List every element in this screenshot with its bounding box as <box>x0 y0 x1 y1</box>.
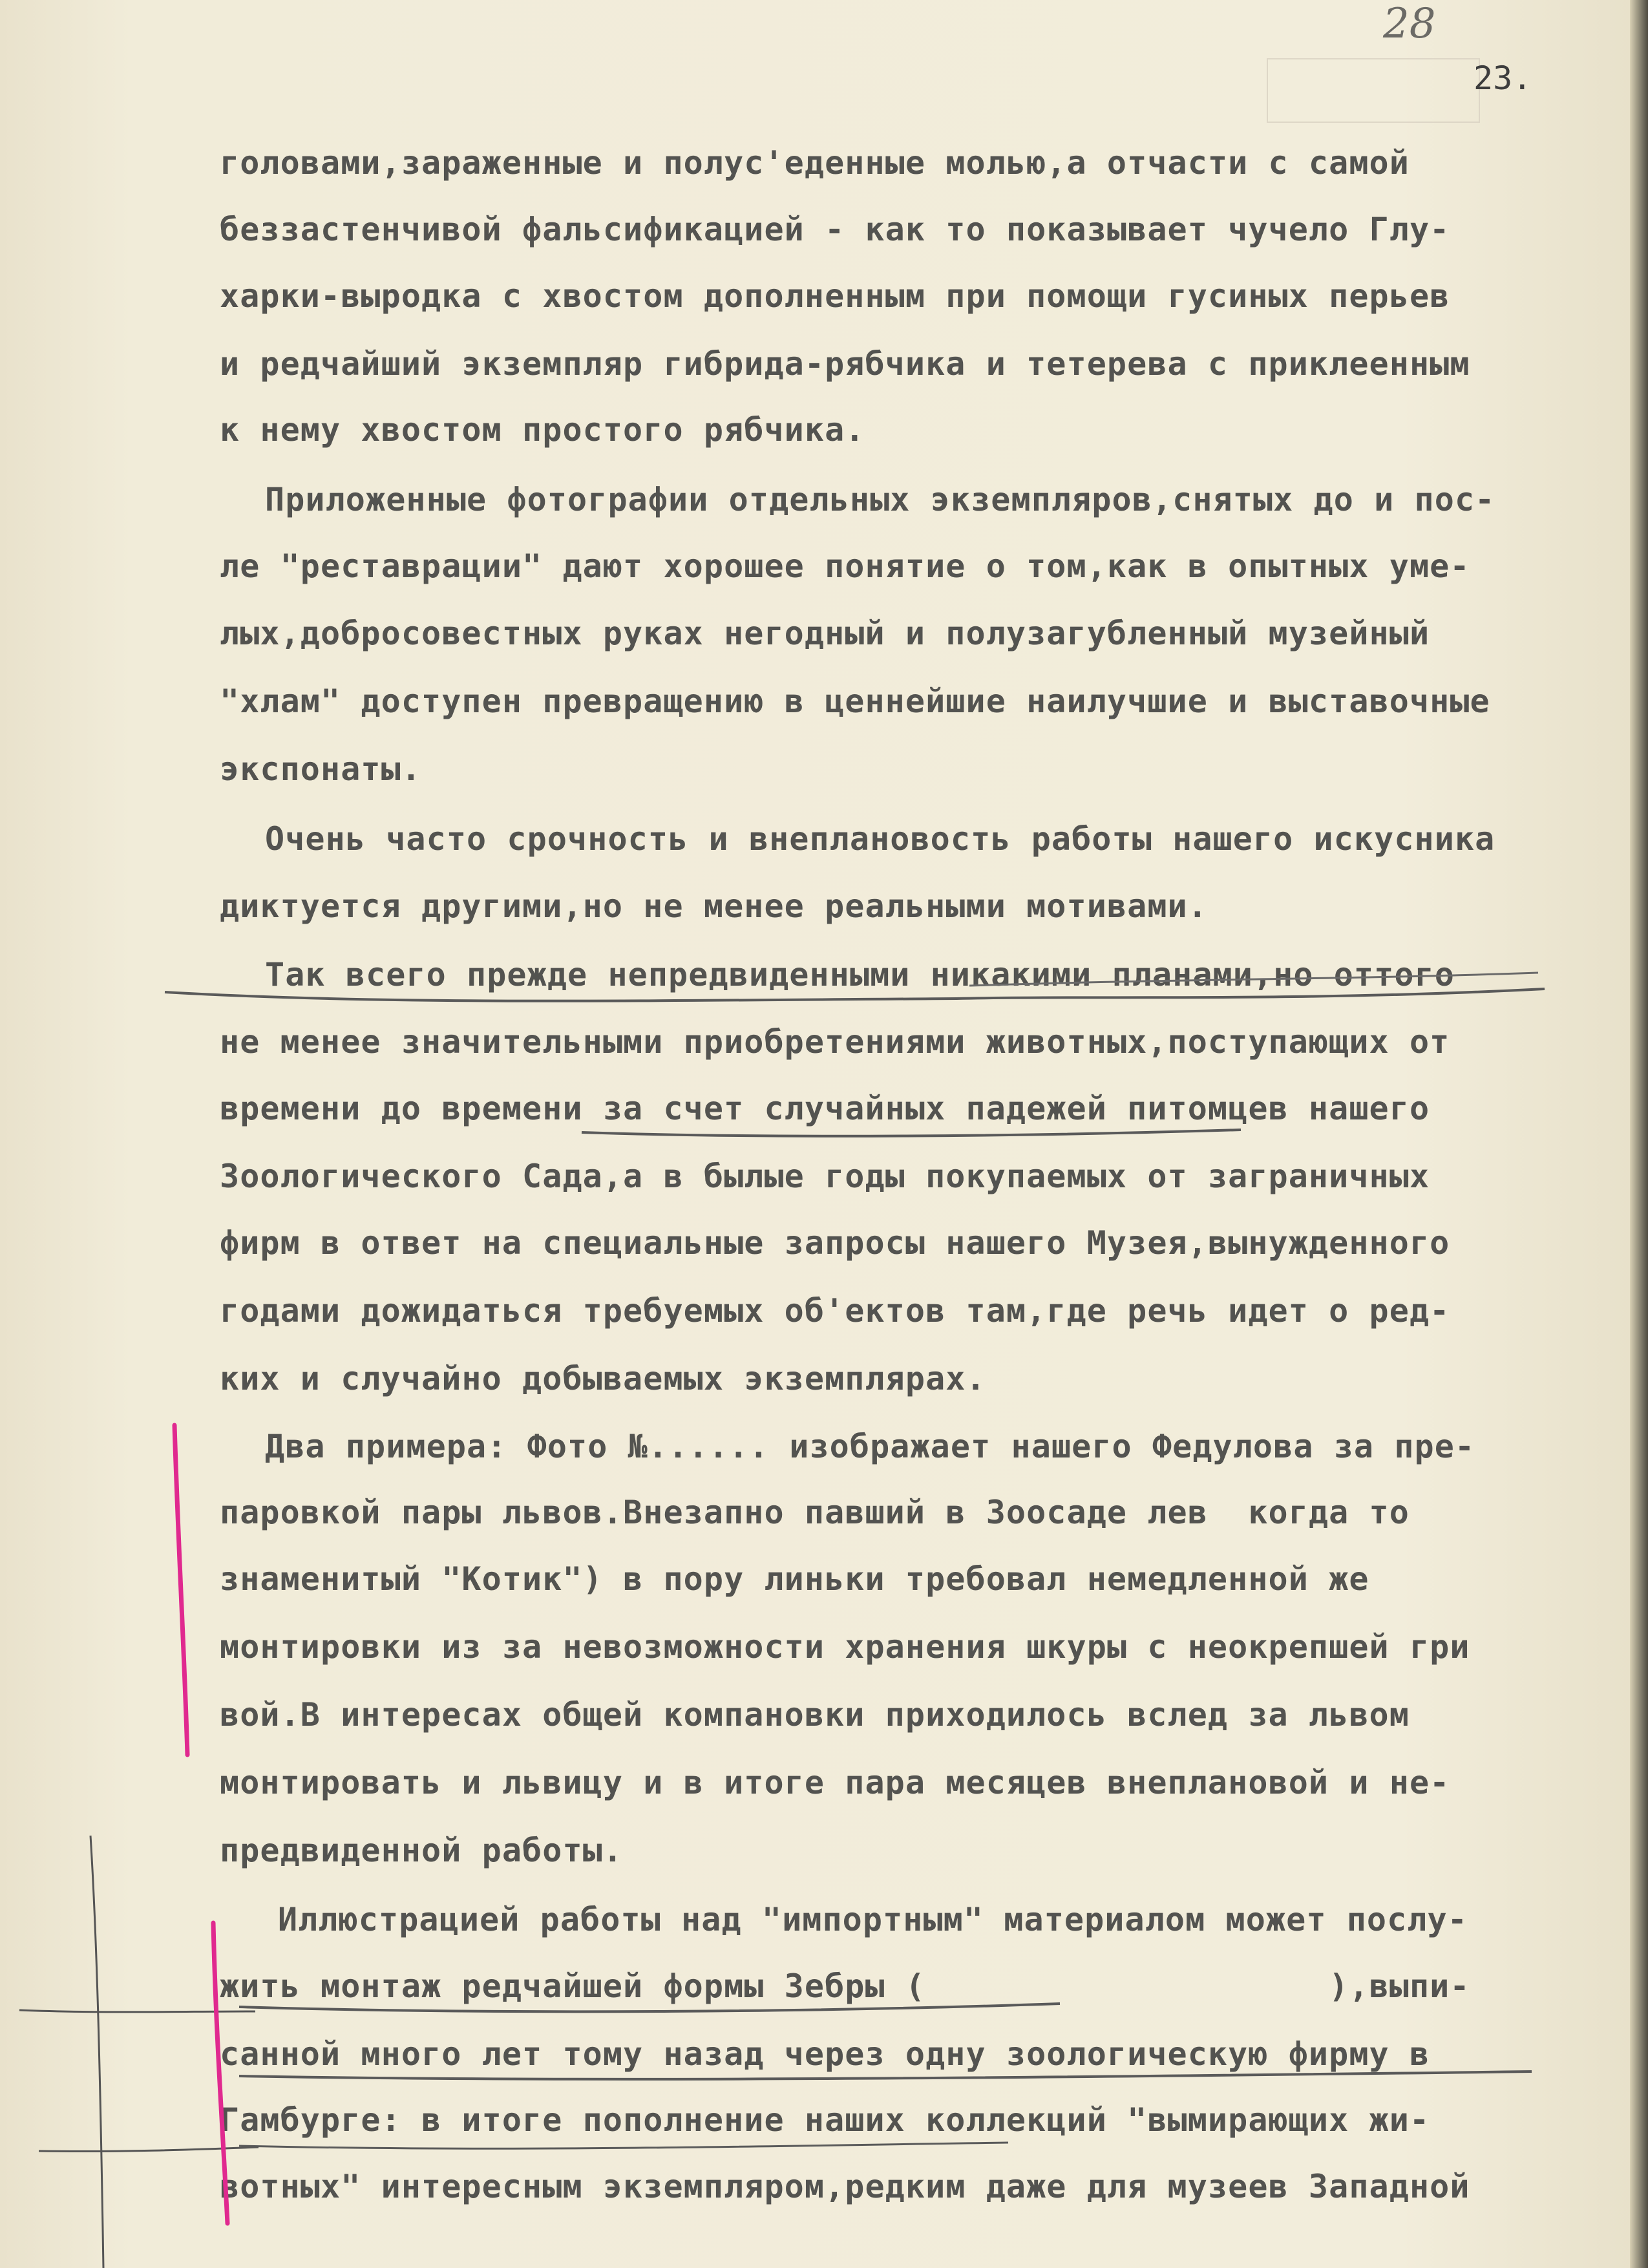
paragraph-start-line: Приложенные фотографии отдельных экземпляров,снятых до и пос- <box>265 481 1495 518</box>
text-line: беззастенчивой фальсификацией - как то показывает чучело Глу- <box>220 211 1450 248</box>
text-line: фирм в ответ на специальные запросы нашего Музея,вынужденного <box>220 1224 1450 1262</box>
text-line: ле "реставрации" дают хорошее понятие о том,как в опытных уме- <box>220 547 1470 585</box>
pencil-underline <box>239 2004 1060 2011</box>
page-number: 23. <box>1474 59 1532 97</box>
text-line: паровкой пары львов.Внезапно павший в Зоосаде лев когда то <box>220 1494 1410 1531</box>
text-line: ких и случайно добываемых экземплярах. <box>220 1360 986 1397</box>
text-line: к нему хвостом простого рябчика. <box>220 411 865 449</box>
pencil-underline <box>239 2072 1532 2079</box>
text-line: годами дожидаться требуемых об'ектов там,где речь идет о ред- <box>220 1292 1450 1330</box>
text-line: Зоологического Сада,а в былые годы покупаемых от заграничных <box>220 1158 1430 1195</box>
text-line: харки-выродка с хвостом дополненным при помощи гусиных перьев <box>220 277 1450 315</box>
text-line: монтировки из за невозможности хранения шкуры с неокрепшей гри <box>220 1628 1470 1666</box>
text-line: диктуется другими,но не менее реальными мотивами. <box>220 887 1208 925</box>
text-line: головами,зараженные и полус'еденные молью,а отчасти с самой <box>220 144 1410 182</box>
magenta-margin-line <box>213 1923 227 2223</box>
text-line: вотных" интересным экземпляром,редким даже для музеев Западной <box>220 2168 1470 2205</box>
text-line: предвиденной работы. <box>220 1832 624 1869</box>
pencil-underline <box>165 989 1545 1001</box>
text-line: Гамбурге: в итоге пополнение наших коллекций "вымирающих жи- <box>220 2101 1430 2139</box>
pencil-margin-line <box>90 1836 103 2268</box>
paragraph-start-line: Очень часто срочность и внеплановость работы нашего искусника <box>265 820 1495 858</box>
text-line: "хлам" доступен превращению в ценнейшие наилучшие и выставочные <box>220 683 1490 720</box>
text-line: и редчайший экземпляр гибрида-рябчика и тетерева с приклеенным <box>220 345 1470 383</box>
magenta-margin-line <box>174 1425 187 1755</box>
handwritten-folio-number: 28 <box>1383 0 1436 48</box>
pencil-underline <box>582 1130 1241 1136</box>
text-line: знаменитый "Котик") в пору линьки требовал немедленной же <box>220 1560 1369 1598</box>
text-line: монтировать и львицу и в итоге пара месяцев внеплановой и не- <box>220 1764 1450 1801</box>
text-line: не менее значительными приобретениями животных,поступающих от <box>220 1023 1450 1061</box>
text-line: вой.В интересах общей компановки приходилось вслед за львом <box>220 1696 1410 1733</box>
text-line: времени до времени за счет случайных падежей питомцев нашего <box>220 1090 1430 1127</box>
pencil-underline <box>969 973 1538 986</box>
text-line: санной много лет тому назад через одну зоологическую фирму в <box>220 2035 1430 2073</box>
paragraph-start-line: Два примера: Фото №...... изображает нашего Федулова за пре- <box>265 1428 1475 1465</box>
text-line: лых,добросовестных руках негодный и полузагубленный музейный <box>220 615 1430 652</box>
paragraph-start-line: Так всего прежде непредвиденными никакими планами,но оттого <box>265 956 1455 993</box>
pencil-margin-cross <box>19 2010 255 2012</box>
text-line: экспонаты. <box>220 750 422 788</box>
paragraph-start-line: Иллюстрацией работы над "импортным" материалом может послу- <box>278 1901 1468 1938</box>
pencil-underline <box>239 2143 1008 2148</box>
text-line: жить монтаж редчайшей формы Зебры ( ),выпи- <box>220 1967 1470 2005</box>
